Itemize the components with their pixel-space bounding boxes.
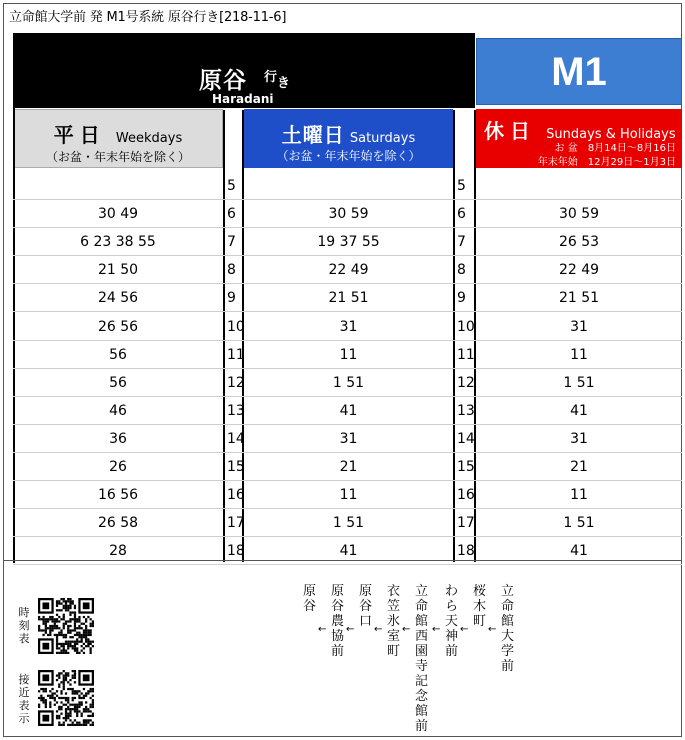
- saturday-times: 19 37 55: [317, 234, 380, 251]
- table-row: [13, 453, 682, 481]
- hour-cell: 5: [457, 178, 466, 194]
- table-row: [13, 425, 682, 453]
- saturday-times: 21: [339, 459, 358, 475]
- hour-cell: 18: [457, 543, 475, 560]
- saturday-note: （お盆・年末年始を除く）: [276, 149, 421, 163]
- saturday-times: 11: [339, 346, 358, 363]
- saturday-times: 21 51: [328, 290, 369, 307]
- hour-cell: 16: [457, 487, 475, 504]
- table-row: [13, 481, 682, 509]
- qr-approach-code[interactable]: [38, 670, 94, 726]
- weekday-times: 56: [109, 374, 127, 391]
- saturday-times: 30 59: [328, 206, 369, 223]
- arrow-left-icon: ←: [318, 624, 327, 635]
- hour-cell: 9: [227, 290, 236, 307]
- saturday-times: [244, 172, 453, 200]
- holiday-title-en: Sundays & Holidays: [546, 127, 676, 142]
- table-row: [13, 537, 682, 565]
- holiday-times: 41: [570, 543, 588, 560]
- weekday-times: 46: [109, 402, 127, 419]
- holiday-times: 21: [570, 459, 588, 475]
- destination-banner: [13, 33, 475, 108]
- destination-jp: 原谷: [199, 68, 247, 94]
- holiday-note-newyear: 年末年始 12月29日～1月3日: [537, 157, 676, 168]
- hour-cell: 14: [227, 430, 245, 447]
- hour-cell: 8: [457, 262, 466, 279]
- hour-cell: 14: [457, 430, 475, 447]
- holiday-times: 11: [570, 346, 588, 363]
- saturday-times: 1 51: [332, 515, 365, 532]
- hour-cell: 13: [227, 402, 245, 419]
- stop-name: 原 谷: [302, 584, 316, 614]
- page-title: 立命館大学前 発 M1号系統 原谷行き[218-11-6]: [9, 10, 287, 25]
- weekday-times: 24 56: [97, 290, 139, 307]
- hour-cell: 11: [227, 346, 245, 363]
- holiday-note-obon: お 盆 8月14日～8月16日: [554, 143, 676, 154]
- holiday-title: 休日: [484, 119, 536, 143]
- holiday-times: 1 51: [563, 374, 595, 391]
- bottom-divider: [3, 560, 682, 561]
- table-row: [13, 200, 682, 228]
- saturday-title: 土曜日: [281, 123, 345, 147]
- weekday-times: 26 56: [97, 318, 139, 335]
- hour-cell: 9: [457, 290, 466, 307]
- hour-cell: 5: [227, 178, 236, 194]
- hour-cell: 15: [227, 459, 245, 475]
- hour-cell: 6: [227, 206, 236, 223]
- holiday-times: 26 53: [558, 234, 600, 251]
- table-row: [13, 172, 682, 200]
- hour-cell: 6: [457, 206, 466, 223]
- weekday-times: [13, 172, 223, 200]
- weekday-times: 56: [109, 346, 127, 363]
- arrow-left-icon: ←: [346, 624, 355, 635]
- table-row: [13, 397, 682, 425]
- saturday-times: 31: [339, 318, 358, 335]
- arrow-left-icon: ←: [432, 624, 441, 635]
- weekday-times: 6 23 38 55: [80, 234, 156, 251]
- hour-cell: 13: [457, 402, 475, 419]
- saturday-times: 31: [339, 430, 358, 447]
- hour-cell: 15: [457, 459, 475, 475]
- saturday-header: [244, 109, 453, 168]
- saturday-times: 41: [339, 402, 358, 419]
- table-row: [13, 313, 682, 341]
- holiday-times: [476, 172, 682, 200]
- hour-cell: 11: [457, 346, 475, 363]
- holiday-times: 11: [570, 487, 588, 504]
- saturday-times: 1 51: [332, 374, 365, 391]
- weekday-times: 28: [109, 543, 127, 560]
- qr-timetable-code[interactable]: [38, 598, 94, 654]
- weekday-times: 26 58: [97, 515, 139, 532]
- stop-name: 原 谷 口: [358, 584, 372, 629]
- weekday-header: [13, 109, 223, 168]
- arrow-left-icon: ←: [402, 624, 411, 635]
- holiday-times: 31: [570, 430, 588, 447]
- weekday-times: 30 49: [97, 206, 139, 223]
- hour-cell: 17: [457, 515, 475, 532]
- holiday-times: 41: [570, 402, 588, 419]
- hour-cell: 12: [457, 374, 475, 391]
- arrow-left-icon: ←: [488, 624, 497, 635]
- destination-suffix: 行き: [264, 70, 291, 91]
- qr-approach-label: 接 近 表 示: [18, 673, 30, 725]
- weekday-title: 平日: [53, 123, 106, 147]
- weekday-times: 36: [109, 430, 127, 447]
- hour-cell: 12: [227, 374, 245, 391]
- saturday-times: 41: [339, 543, 358, 560]
- holiday-header: [476, 109, 682, 168]
- holiday-times: 22 49: [558, 262, 600, 279]
- stop-name: わ ら 天 神 前: [444, 584, 458, 659]
- holiday-times: 1 51: [563, 515, 595, 532]
- table-row: [13, 509, 682, 537]
- arrow-left-icon: ←: [374, 624, 383, 635]
- saturday-times: 11: [339, 487, 358, 504]
- weekday-title-en: Weekdays: [115, 131, 183, 146]
- hour-cell: 8: [227, 262, 236, 279]
- weekday-times: 26: [109, 459, 127, 475]
- table-row: [13, 228, 682, 256]
- weekday-note: （お盆・年末年始を除く）: [45, 150, 190, 164]
- saturday-title-en: Saturdays: [349, 131, 416, 146]
- route-number-badge: M1: [476, 38, 682, 105]
- weekday-times: 21 50: [97, 262, 139, 279]
- holiday-times: 30 59: [558, 206, 600, 223]
- stop-name: 原 谷 農 協 前: [330, 584, 344, 659]
- table-row: [13, 284, 682, 312]
- hour-cell: 17: [227, 515, 245, 532]
- stop-name: 立 命 館 大 学 前: [500, 584, 514, 674]
- table-row: [13, 256, 682, 284]
- hour-cell: 7: [457, 234, 466, 251]
- stop-name: 桜 木 町: [472, 584, 486, 629]
- hour-cell: 16: [227, 487, 245, 504]
- holiday-times: 21 51: [558, 290, 600, 307]
- stop-name: 衣 笠 氷 室 町: [386, 584, 400, 659]
- table-row: [13, 341, 682, 369]
- arrow-left-icon: ←: [460, 624, 469, 635]
- hour-cell: 10: [457, 318, 475, 335]
- weekday-times: 16 56: [97, 487, 139, 504]
- stop-name: 立 命 館 西 園 寺 記 念 館 前: [414, 584, 428, 734]
- hour-cell: 10: [227, 318, 245, 335]
- saturday-times: 22 49: [328, 262, 369, 279]
- hour-cell: 7: [227, 234, 236, 251]
- table-row: [13, 369, 682, 397]
- qr-timetable-label: 時 刻 表: [18, 606, 30, 645]
- destination-romaji: Haradani: [212, 92, 274, 106]
- hour-cell: 18: [227, 543, 245, 560]
- holiday-times: 31: [570, 318, 588, 335]
